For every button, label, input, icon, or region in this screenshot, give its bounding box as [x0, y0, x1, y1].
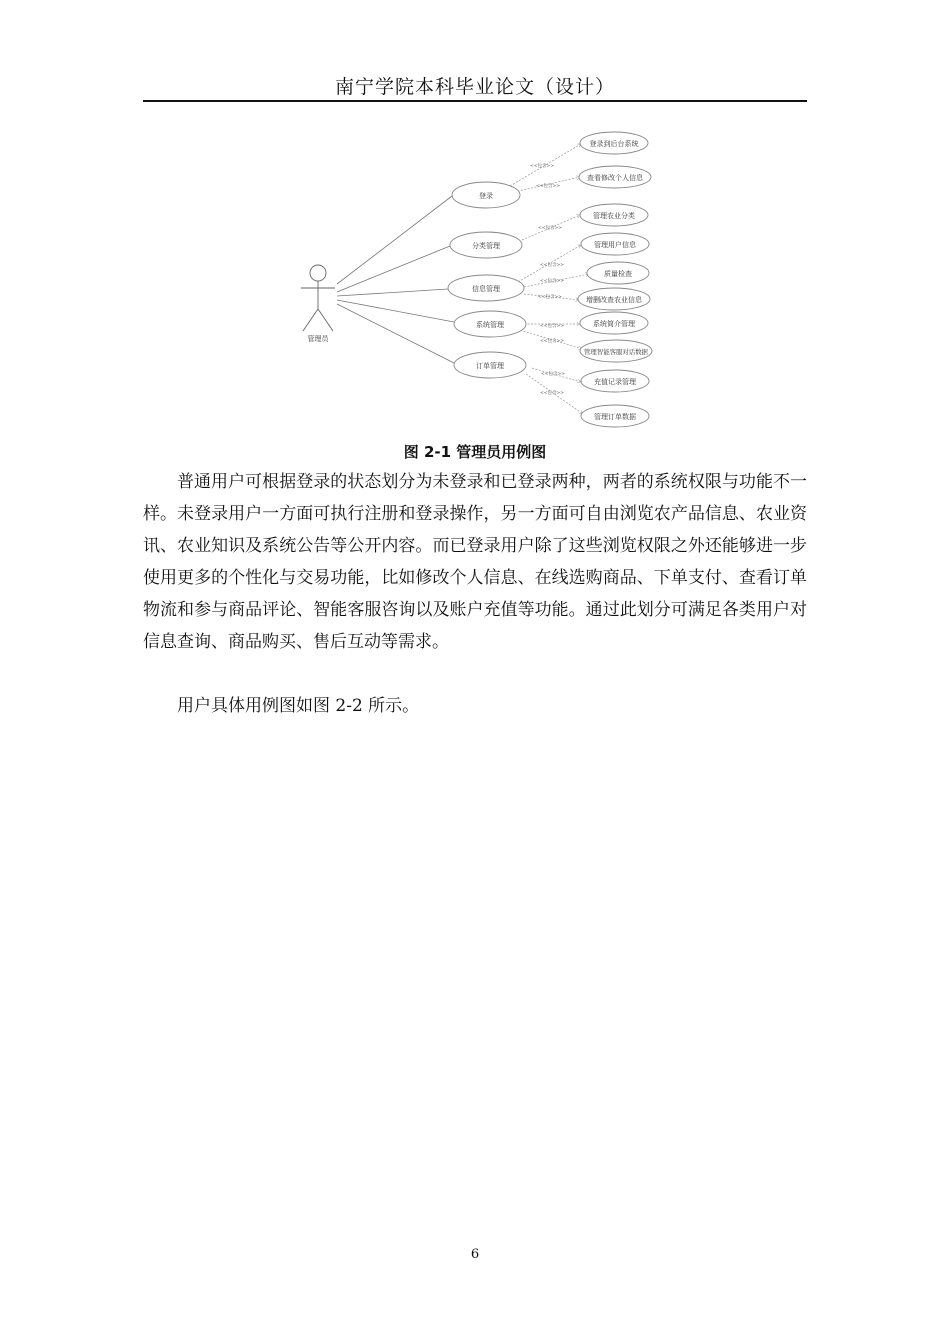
include-label: <<包含>>	[539, 279, 565, 284]
use-case-system-intro	[580, 312, 648, 334]
include-label: <<包含>>	[539, 339, 565, 344]
body-paragraph: 普通用户可根据登录的状态划分为未登录和已登录两种，两者的系统权限与功能不一样。未登录用户一方面可执行注册和登录操作，另一方面可自由浏览农产品信息、农业资讯、农业知识及系统公告等公开内容。而已登录用户除了这些浏览权限之外还能够进一步使用更多的个性化与交易功能，比如修改个人信息、在线选购商品、下单支付、查看订单物流和参与商品评论、智能客服咨询以及账户充值等功能。通过此划分可满足各类用户对信息查询、商品购买、售后互动等需求。	[143, 472, 807, 652]
use-case-crud-info	[578, 288, 650, 310]
use-case-label: 系统简介管理	[593, 320, 635, 328]
include-label: <<包含>>	[540, 372, 566, 377]
use-case-manage-users	[581, 233, 649, 255]
use-case-order-data	[581, 405, 649, 427]
include-label: <<包含>>	[539, 324, 565, 329]
include-label: <<包含>>	[537, 295, 563, 300]
include-label: <<包含>>	[529, 164, 555, 169]
header-rule	[143, 100, 807, 102]
use-case-label: 管理用户信息	[594, 241, 636, 249]
include-label: <<包含>>	[539, 263, 565, 268]
use-case-label: 充值记录管理	[594, 378, 636, 386]
assoc-info	[337, 289, 448, 296]
use-case-label: 系统管理	[476, 321, 504, 329]
use-case-label: 登录	[479, 192, 493, 200]
actor-figure	[301, 265, 335, 343]
use-case-system	[454, 311, 526, 337]
figure-caption: 图 2-1 管理员用例图	[403, 443, 547, 461]
page-number: 6	[470, 1247, 480, 1262]
use-case-label: 管理智能客服对话数据	[584, 348, 648, 356]
use-case-label: 质量检查	[604, 270, 632, 278]
body-paragraph: 用户具体用例图如图 2-2 所示。	[177, 696, 420, 716]
include-label: <<包含>>	[539, 391, 565, 396]
use-case-diagram	[290, 124, 670, 432]
use-case-label: 管理订单数据	[594, 413, 636, 421]
use-case-chatbot-data	[580, 340, 652, 362]
use-case-label: 查看修改个人信息	[587, 174, 643, 182]
use-case-label: 信息管理	[472, 285, 500, 293]
use-case-quality-check	[587, 262, 649, 284]
use-case-category	[450, 232, 522, 258]
use-case-info	[448, 275, 524, 301]
actor-head	[310, 265, 326, 281]
use-case-profile	[579, 166, 651, 188]
use-case-backend-login	[580, 132, 648, 154]
use-case-login	[452, 182, 520, 208]
use-case-label: 分类管理	[472, 242, 500, 250]
assoc-system	[337, 300, 454, 322]
use-case-label: 登录到后台系统	[589, 140, 639, 148]
actor-label: 管理员	[307, 335, 329, 343]
actor-right-leg	[318, 309, 333, 331]
assoc-order	[337, 304, 454, 363]
use-case-manage-category	[580, 204, 648, 226]
page-header: 南宁学院本科毕业论文（设计）	[334, 76, 615, 98]
assoc-category	[337, 246, 450, 292]
use-case-label: 管理农业分类	[593, 212, 635, 220]
use-case-diagram-svg	[290, 124, 670, 432]
assoc-login	[337, 196, 452, 284]
actor-left-leg	[303, 309, 318, 331]
include-label: <<包含>>	[537, 226, 563, 231]
include-label: <<包含>>	[535, 184, 561, 189]
use-case-label: 订单管理	[476, 362, 504, 370]
use-case-label: 增删改查农业信息	[586, 296, 642, 304]
use-case-recharge-records	[581, 370, 649, 392]
use-case-order	[454, 352, 526, 378]
